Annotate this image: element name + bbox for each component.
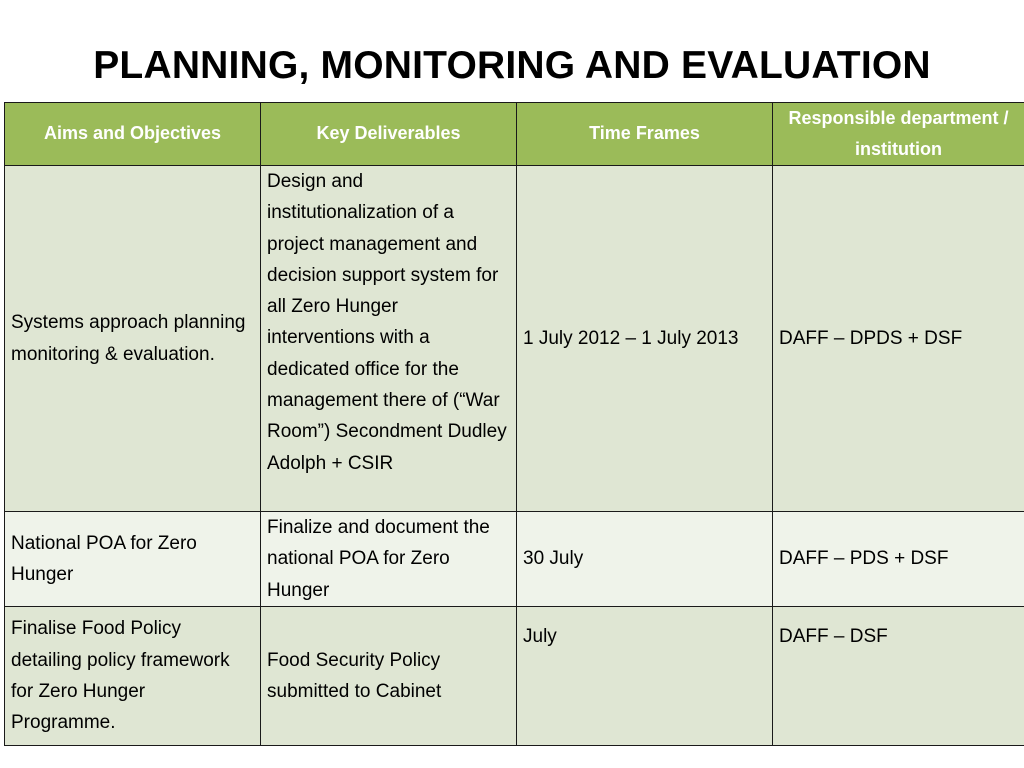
slide-title: PLANNING, MONITORING AND EVALUATION [93,44,931,87]
cell-aims: National POA for Zero Hunger [5,512,261,607]
cell-deliverables: Design and institutionalization of a project management and decision support system for all Zero Hunger interventions with a dedicated office for the management there of (“War Room”) Secondment Dudley Adolph + CSIR [261,166,517,512]
cell-time-frame: 1 July 2012 – 1 July 2013 [517,166,773,512]
cell-time-frame: 30 July [517,512,773,607]
table-header-row [5,103,1024,166]
header-time-frames: Time Frames [517,103,773,166]
cell-time-frame: July [517,606,773,745]
cell-responsible: DAFF – PDS + DSF [773,512,1024,607]
header-responsible: Responsible department / institution [773,103,1024,166]
cell-aims: Finalise Food Policy detailing policy framework for Zero Hunger Programme. [5,606,261,745]
cell-responsible: DAFF – DPDS + DSF [773,166,1024,512]
table-row [5,512,1024,607]
header-key-deliverables: Key Deliverables [261,103,517,166]
header-aims: Aims and Objectives [5,103,261,166]
table-row [5,606,1024,745]
cell-deliverables: Food Security Policy submitted to Cabinet [261,606,517,745]
cell-aims: Systems approach planning monitoring & evaluation. [5,166,261,512]
table-row [5,166,1024,512]
cell-deliverables: Finalize and document the national POA for Zero Hunger [261,512,517,607]
planning-table [4,102,1024,746]
cell-responsible: DAFF – DSF [773,606,1024,745]
